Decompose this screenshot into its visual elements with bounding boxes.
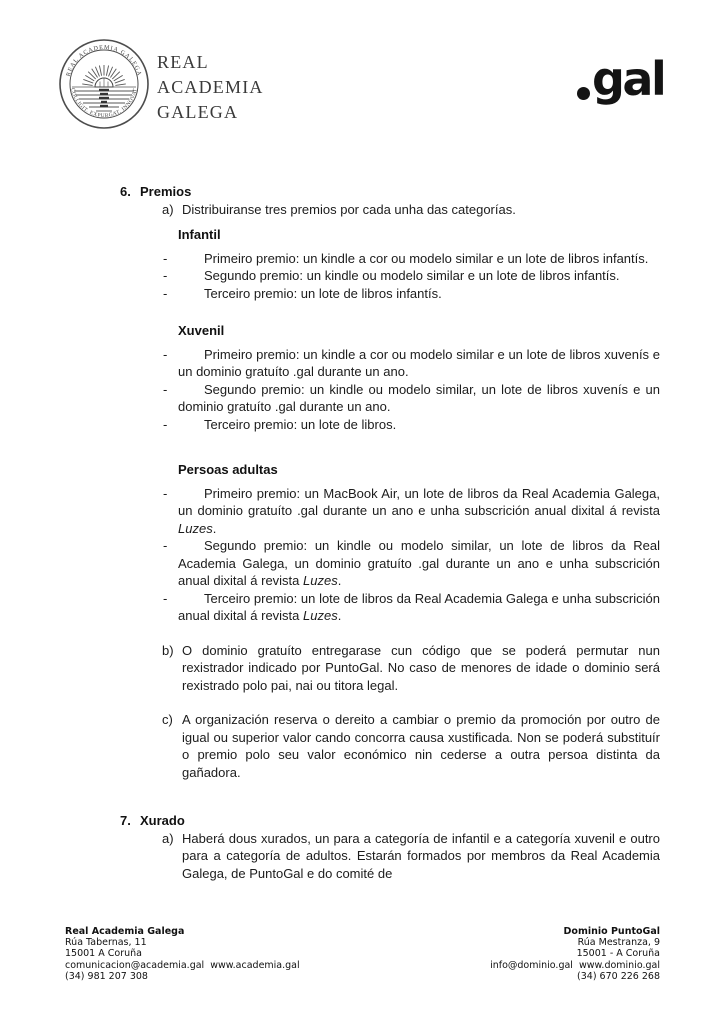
bullet-dash: -	[163, 268, 168, 283]
bullet-item	[163, 416, 660, 434]
bullet-dash: -	[163, 381, 168, 397]
section-number: 6.	[120, 184, 131, 199]
category-heading: Persoas adultas	[178, 462, 278, 477]
item-text: Haberá dous xurados, un para a categoría de infantil e a categoría xuvenil e outro para a categoría de adultos. Estarán formados por membros da Real Academia Galega, de PuntoGal e do comité de	[182, 830, 660, 881]
seal-bottom-text: COLLIGIT. EXPURGAT. INNOVAT	[69, 87, 139, 120]
section-number: 7.	[120, 813, 131, 828]
bullet-italic-text: Luzes	[303, 608, 338, 623]
bullet-item	[163, 381, 660, 416]
bullet-text: Segundo premio: un kindle ou modelo similar, un lote de libros xuvenís e un dominio gratuíto .gal durante un ano.	[178, 381, 660, 414]
gal-logo-text: gal	[592, 52, 665, 106]
bullet-text: Terceiro premio: un lote de libros infantís.	[204, 285, 442, 301]
bullet-dash: -	[163, 416, 168, 432]
bullet-text: Segundo premio: un kindle ou modelo similar, un lote de libros da Real Academia Galega, un dominio gratuíto .gal durante un ano e unha subscrición anual dixital á revista	[178, 538, 660, 588]
bullet-italic-text: Luzes	[178, 520, 213, 536]
prize-categories	[163, 226, 660, 625]
seal-top-text: REAL ACADEMIA GALEGA	[65, 44, 143, 78]
bullet-italic-text: Luzes	[303, 573, 338, 588]
bullet-dash: -	[163, 538, 168, 553]
puntogal-logo	[570, 52, 670, 116]
bullet-text: Primeiro premio: un kindle a cor ou modelo similar e un lote de libros infantís.	[204, 250, 649, 266]
footer-org-name: Real Academia Galega	[65, 926, 185, 937]
bullet-dash: -	[163, 250, 168, 266]
bullet-item	[163, 267, 660, 285]
bullet-item	[163, 250, 660, 268]
bullet-text-tail: .	[337, 573, 342, 588]
footer-line: (34) 981 207 308	[65, 970, 148, 982]
footer-line: Rúa Mestranza, 9	[577, 937, 660, 949]
section-items	[0, 830, 660, 883]
bullet-dash: -	[163, 285, 168, 301]
bullet-text: Terceiro premio: un lote de libros.	[204, 416, 397, 432]
footer-right	[490, 926, 660, 982]
bullet-text: Primeiro premio: un MacBook Air, un lote de libros da Real Academia Galega, un dominio gratuíto .gal durante un ano e unha subscrición anual dixital á revista	[178, 485, 660, 518]
section-heading	[120, 812, 660, 830]
footer-left	[65, 926, 300, 982]
bullet-item	[163, 590, 660, 625]
prize-category	[163, 226, 660, 302]
prize-category	[163, 322, 660, 433]
bullet-item	[163, 537, 660, 590]
footer-line: 15001 A Coruña	[65, 948, 142, 960]
item-text: Distribuiranse tres premios por cada unha das categorías.	[182, 201, 516, 217]
section-heading	[120, 183, 660, 201]
item-marker: c)	[162, 712, 173, 727]
footer-line: (34) 670 226 268	[577, 970, 660, 982]
gal-dot-icon	[577, 87, 590, 100]
category-heading: Infantil	[178, 227, 221, 242]
item-text: O dominio gratuíto entregarase cun código que se poderá permutar nun rexistrador indicado por PuntoGal. No caso de menores de idade o dominio será rexistrado polo pai, nai ou titora legal.	[182, 642, 660, 693]
footer-contact-lines	[490, 937, 660, 982]
bullet-text: Segundo premio: un kindle ou modelo similar e un lote de libros infantís.	[204, 268, 620, 283]
document-section	[0, 812, 660, 882]
section-title: Premios	[140, 184, 192, 199]
section-items	[0, 201, 660, 782]
section-title: Xurado	[140, 813, 185, 828]
footer-line: comunicacion@academia.gal www.academia.gal	[65, 959, 300, 971]
org-name-line: REAL	[157, 52, 209, 72]
bullet-dash: -	[163, 590, 168, 606]
bullet-dash: -	[163, 485, 168, 501]
category-heading: Xuvenil	[178, 323, 225, 338]
org-name-line: ACADEMIA	[157, 77, 264, 97]
org-name	[157, 50, 264, 125]
rag-seal-icon	[58, 38, 150, 130]
category-bullets	[163, 485, 660, 625]
footer-line: info@dominio.gal www.dominio.gal	[490, 959, 660, 971]
category-bullets	[163, 250, 660, 303]
bullet-text-tail: .	[337, 608, 342, 623]
bullet-item	[163, 485, 660, 538]
footer-org-name: Dominio PuntoGal	[563, 926, 660, 937]
item-marker: b)	[162, 642, 174, 658]
footer-contact-lines	[65, 937, 300, 982]
bullet-text: Terceiro premio: un lote de libros da Real Academia Galega e unha subscrición anual dixital á revista	[178, 590, 660, 623]
lettered-list-item	[162, 642, 660, 695]
seal-sun-reflection	[99, 90, 109, 106]
org-name-line: GALEGA	[157, 102, 239, 122]
item-marker: a)	[162, 201, 174, 217]
bullet-dash: -	[163, 346, 168, 362]
bullet-text: Primeiro premio: un kindle a cor ou modelo similar e un lote de libros xuvenís e un dominio gratuíto .gal durante un ano.	[178, 346, 660, 379]
bullet-item	[163, 285, 660, 303]
category-bullets	[163, 346, 660, 434]
lettered-list-item	[162, 830, 660, 883]
item-text: A organización reserva o dereito a cambiar o premio da promoción por outro de igual ou superior valor cando concorra causa xustificada. Non se poderá substituír o premio polo seu valor económico nin cederse a outra persoa distinta da gañadora.	[182, 712, 660, 780]
document-body	[0, 183, 660, 882]
lettered-list-item	[162, 711, 660, 781]
bullet-text-tail: .	[212, 520, 217, 536]
bullet-item	[163, 346, 660, 381]
item-marker: a)	[162, 830, 174, 846]
lettered-list-item	[162, 201, 660, 625]
prize-category	[163, 461, 660, 625]
document-section	[0, 183, 660, 781]
footer-line: 15001 - A Coruña	[576, 948, 660, 960]
footer-line: Rúa Tabernas, 11	[65, 937, 147, 949]
